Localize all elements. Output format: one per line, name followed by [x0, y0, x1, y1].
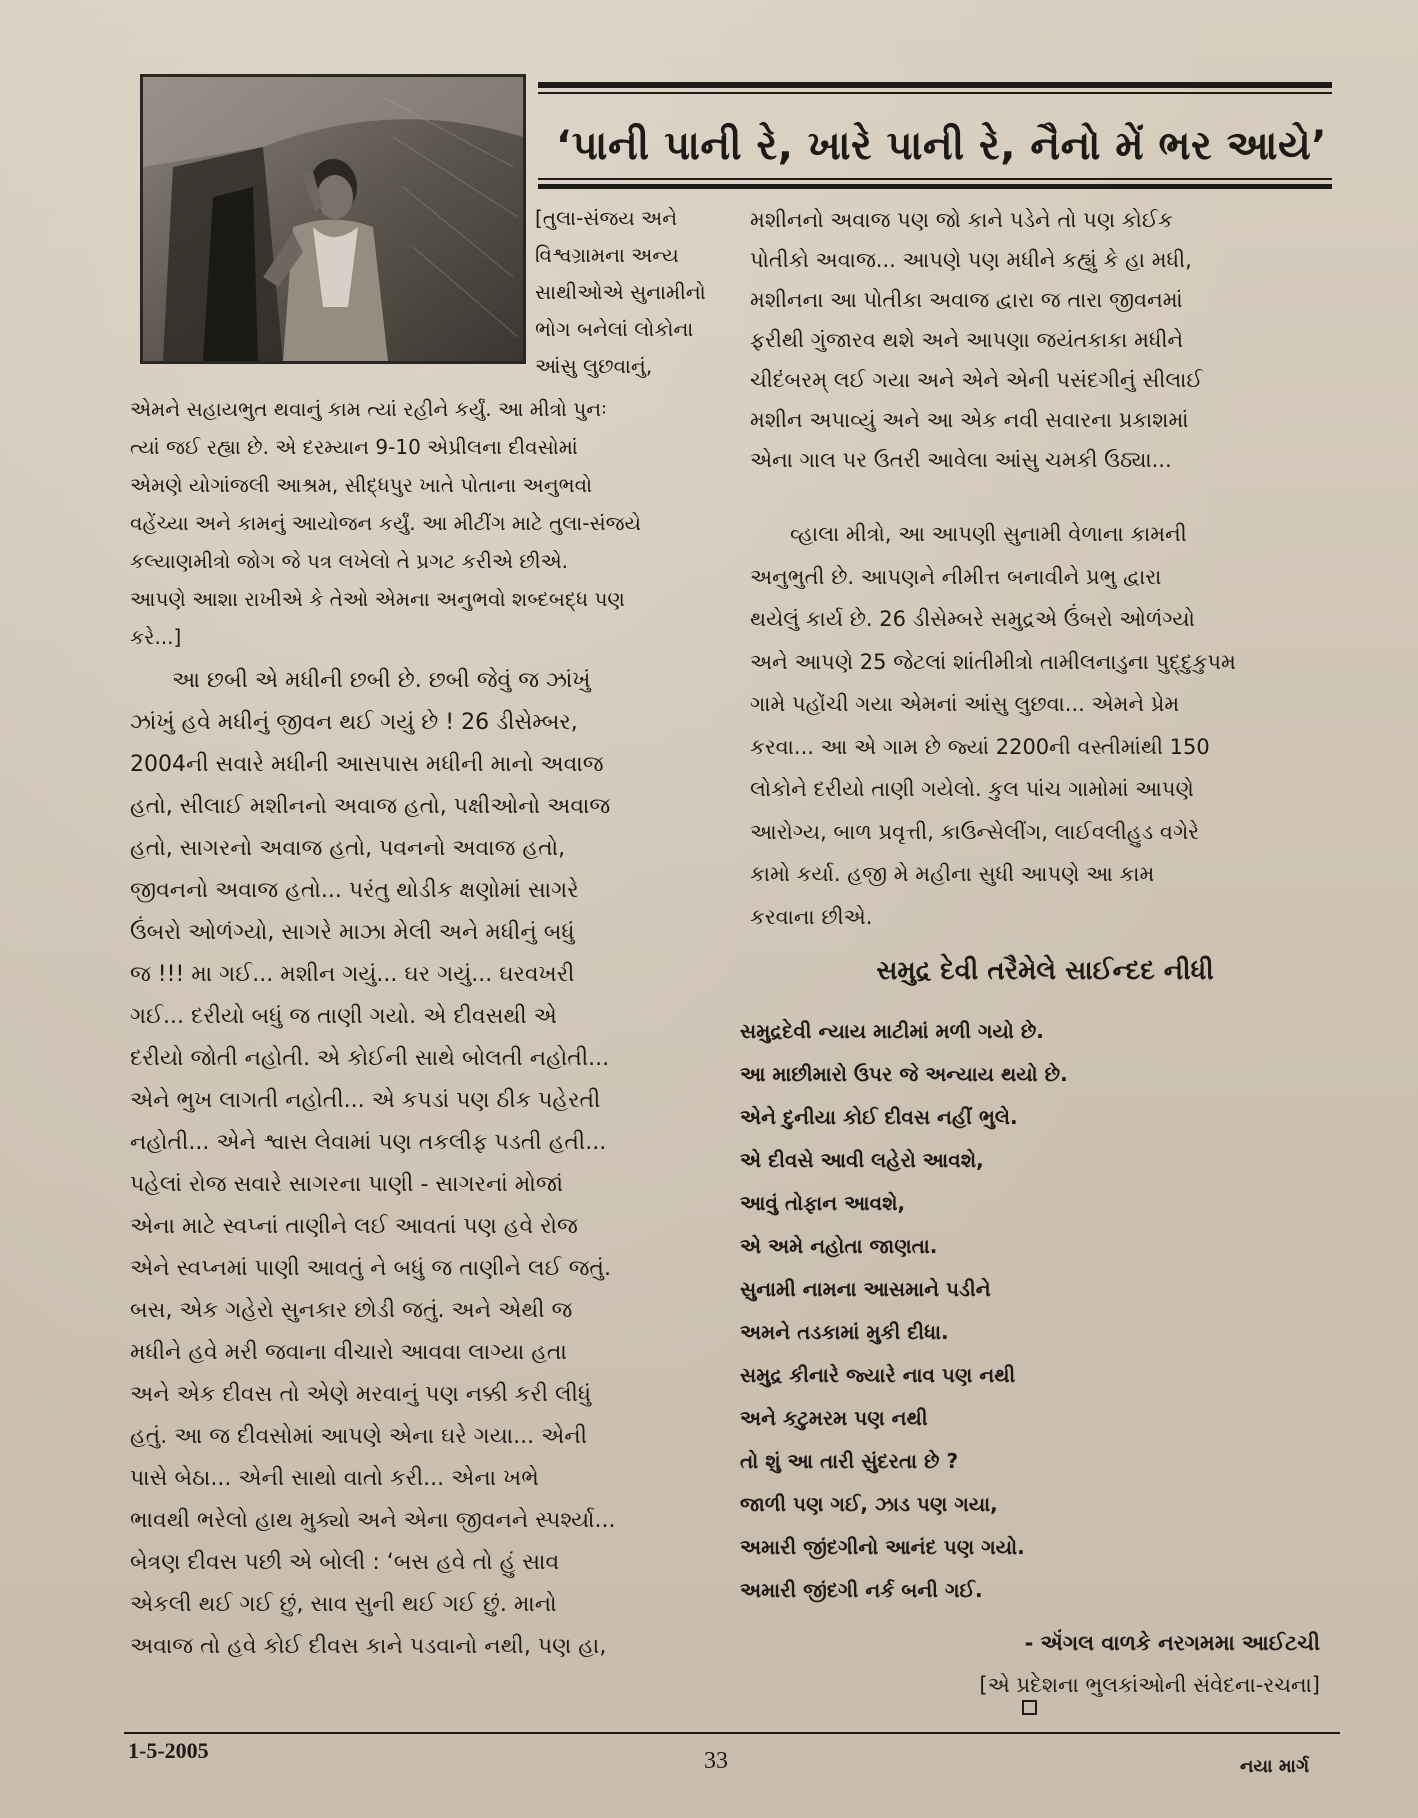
- body-line: કરવાના છીએ.: [750, 904, 873, 929]
- body-line: થયેલું કાર્ય છે. 26 ડીસેમ્બરે સમુદ્રએ ઉંબરો ઓળંગ્યો: [750, 607, 1195, 631]
- poem-line: સમુદ્ર કીનારે જ્યારે નાવ પણ નથી: [740, 1363, 1016, 1387]
- body-line: હતો, સાગરનો અવાજ હતો, પવનનો અવાજ હતો,: [130, 836, 566, 861]
- intro-line: એમને સહાયભુત થવાનું કામ ત્યાં રહીને કર્યું. આ મીત્રો પુનઃ: [130, 397, 607, 421]
- body-line: બસ, એક ગહેરો સુનકાર છોડી જતું. અને એથી જ: [130, 1298, 573, 1323]
- poem-line: આ માછીમારો ઉપર જે અન્યાય થયો છે.: [740, 1062, 1068, 1086]
- body-line: ચીદંબરમ્ લઈ ગયા અને એને એની પસંદગીનું સીલાઈ: [750, 368, 1203, 392]
- body-line: કામો કર્યા. હજી મે મહીના સુધી આપણે આ કામ: [750, 862, 1155, 886]
- body-line: અનુભુતી છે. આપણને નીમીત્ત બનાવીને પ્રભુ દ્વારા: [750, 564, 1162, 589]
- page-number: 33: [704, 1748, 728, 1774]
- intro-line: વિશ્વગ્રામના અન્ય: [535, 243, 679, 267]
- left-column: [130, 660, 726, 1668]
- end-mark-square-icon: [1022, 1700, 1037, 1715]
- body-line: પાસે બેઠા... એની સાથો વાતો કરી... એના ખભે: [130, 1466, 539, 1491]
- footer-rule: [124, 1732, 1340, 1734]
- body-line: નહોતી... એને શ્વાસ લેવામાં પણ તકલીફ પડતી હતી...: [130, 1130, 607, 1155]
- poem-line: અને કટુમરમ પણ નથી: [740, 1406, 928, 1430]
- body-line: ગામે પહોંચી ગયા એમનાં આંસુ લુછવા... એમને પ્રેમ: [750, 692, 1180, 716]
- body-line: જીવનનો અવાજ હતો... પરંતુ થોડીક ક્ષણોમાં સાગરે: [130, 878, 579, 903]
- body-line: વ્હાલા મીત્રો, આ આપણી સુનામી વેળાના કામની: [750, 522, 1187, 546]
- body-line: મશીન અપાવ્યું અને આ એક નવી સવારના પ્રકાશમાં: [750, 408, 1189, 432]
- intro-line: વહેંચ્યા અને કામનું આયોજન કર્યું. આ મીટીંગ માટે તુલા-સંજયે: [130, 511, 641, 535]
- photo-image: [143, 77, 523, 361]
- body-line: હતો, સીલાઈ મશીનનો અવાજ હતો, પક્ષીઓનો અવાજ: [130, 794, 611, 819]
- body-line: આ છબી એ મધીની છબી છે. છબી જેવું જ ઝાંખું: [130, 668, 591, 693]
- intro-line: [તુલા-સંજય અને: [535, 206, 678, 230]
- body-line: મશીનનો અવાજ પણ જો કાને પડેને તો પણ કોઈક: [750, 208, 1173, 232]
- intro-side: [535, 200, 723, 385]
- intro-paragraph: [130, 390, 724, 656]
- poem: [740, 1010, 1340, 1612]
- intro-line: ભોગ બનેલાં લોકોના: [535, 317, 694, 341]
- footer-date: 1-5-2005: [128, 1738, 209, 1763]
- intro-line: આપણે આશા રાખીએ કે તેઓ એમના અનુભવો શબ્દબદ્ધ પણ: [130, 587, 625, 611]
- body-line: એને ભુખ લાગતી નહોતી... એ કપડાં પણ ઠીક પહેરતી: [130, 1088, 601, 1113]
- credit-author: - ઍંગલ વાળકે નરગમમા આઈટચી: [1024, 1631, 1320, 1655]
- body-line: મશીનના આ પોતીકા અવાજ દ્વારા જ તારા જીવનમાં: [750, 288, 1183, 312]
- poem-line: જાળી પણ ગઈ, ઝાડ પણ ગયા,: [740, 1492, 998, 1516]
- photo-madhi: [140, 74, 526, 364]
- body-line: પહેલાં રોજ સવારે સાગરના પાણી - સાગરનાં મોજાં: [130, 1172, 564, 1197]
- body-line: ફરીથી ગુંજારવ થશે અને આપણા જયંતકાકા મધીને: [750, 328, 1184, 352]
- headline-rule-bottom-thin: [538, 178, 1332, 180]
- poem-line: આવું તોફાન આવશે,: [740, 1191, 906, 1215]
- credit-note: [એ પ્રદેશના ભુલકાંઓની સંવેદના-રચના]: [979, 1673, 1320, 1697]
- magazine-name: નયા માર્ગ: [1240, 1756, 1310, 1777]
- body-line: 2004ની સવારે મધીની આસપાસ મધીની માનો અવાજ: [130, 752, 604, 777]
- body-line: અને એક દીવસ તો એણે મરવાનું પણ નક્કી કરી લીધું: [130, 1382, 592, 1407]
- body-line: આરોગ્ય, બાળ પ્રવૃત્તી, કાઉન્સેલીંગ, લાઈવલીહુડ વગેરે: [750, 819, 1200, 844]
- body-line: જ !!! મા ગઈ... મશીન ગયું... ઘર ગયું... ઘરવખરી: [130, 962, 575, 987]
- poem-line: અમારી જીંદગીનો આનંદ પણ ગયો.: [740, 1535, 1025, 1559]
- body-line: પોતીકો અવાજ... આપણે પણ મધીને કહ્યું કે હા મધી,: [750, 248, 1192, 272]
- body-line: ભાવથી ભરેલો હાથ મુક્યો અને એના જીવનને સ્પર્શ્યા...: [130, 1508, 616, 1533]
- poem-title: સમુદ્ર દેવી તરૈમેલે સાઈન્દદ નીધી: [876, 956, 1214, 986]
- intro-line: એમણે યોગાંજલી આશ્રમ, સીદ્ધપુર ખાતે પોતાના અનુભવો: [130, 473, 593, 497]
- body-line: અને આપણે 25 જેટલાં શાંતીમીત્રો તામીલનાડુના પુદ્દુકુપમ: [750, 649, 1236, 674]
- body-line: એકલી થઈ ગઈ છું, સાવ સુની થઈ ગઈ છું. માનો: [130, 1592, 557, 1617]
- intro-line: કરે...]: [130, 625, 182, 649]
- body-line: દરીયો જોતી નહોતી. એ કોઈની સાથે બોલતી નહોતી...: [130, 1046, 610, 1071]
- headline-rule-top-thin: [538, 92, 1332, 94]
- body-line: એને સ્વપ્નમાં પાણી આવતું ને બધું જ તાણીને લઈ જતું.: [130, 1256, 611, 1281]
- body-line: એના માટે સ્વપ્નાં તાણીને લઈ આવતાં પણ હવે રોજ: [130, 1214, 578, 1239]
- body-line: ઝાંખું હવે મધીનું જીવન થઈ ગયું છે ! 26 ડીસેમ્બર,: [130, 710, 578, 735]
- body-line: બેત્રણ દીવસ પછી એ બોલી : ‘બસ હવે તો હું સાવ: [130, 1550, 560, 1575]
- body-line: મધીને હવે મરી જવાના વીચારો આવવા લાગ્યા હતા: [130, 1340, 567, 1365]
- intro-line: આંસુ લુછવાનું,: [535, 354, 653, 378]
- body-line: ઉંબરો ઓળંગ્યો, સાગરે માઝા મેલી અને મધીનું બધું: [130, 920, 575, 945]
- body-line: અવાજ તો હવે કોઈ દીવસ કાને પડવાનો નથી, પણ હા,: [130, 1634, 607, 1659]
- poem-line: એને દુનીયા કોઈ દીવસ નહીં ભુલે.: [740, 1105, 1018, 1129]
- poem-line: અમારી જીંદગી નર્ક બની ગઈ.: [740, 1578, 983, 1602]
- poem-line: સુનામી નામના આસમાને પડીને: [740, 1277, 991, 1301]
- poem-line: તો શું આ તારી સુંદરતા છે ?: [740, 1449, 959, 1473]
- poem-line: એ દીવસે આવી લહેરો આવશે,: [740, 1148, 984, 1172]
- right-column-middle: [750, 513, 1340, 938]
- headline: ‘પાની પાની રે, ખારે પાની રે, નૈનો મેં ભર આયે’: [556, 123, 1327, 169]
- poem-line: અમને તડકામાં મુકી દીધા.: [740, 1320, 949, 1344]
- body-line: કરવા... આ એ ગામ છે જ્યાં 2200ની વસ્તીમાંથી 150: [750, 734, 1210, 759]
- right-column-top: [750, 200, 1340, 480]
- intro-line: સાથીઓએ સુનામીનો: [535, 280, 706, 304]
- body-line: ગઈ... દરીયો બધું જ તાણી ગયો. એ દીવસથી એ: [130, 1004, 557, 1029]
- body-line: હતું. આ જ દીવસોમાં આપણે એના ઘરે ગયા... એની: [130, 1424, 588, 1449]
- poem-credit: [979, 1622, 1320, 1706]
- poem-line: એ અમે નહોતા જાણતા.: [740, 1234, 938, 1258]
- body-line: લોકોને દરીયો તાણી ગયેલો. કુલ પાંચ ગામોમાં આપણે: [750, 777, 1194, 801]
- intro-line: ત્યાં જઈ રહ્યા છે. એ દરમ્યાન 9-10 એપ્રીલના દીવસોમાં: [130, 435, 578, 459]
- headline-rule-bottom: [538, 184, 1332, 189]
- poem-line: સમુદ્રદેવી ન્યાય માટીમાં મળી ગયો છે.: [740, 1019, 1044, 1043]
- body-line: એના ગાલ પર ઉતરી આવેલા આંસુ ચમકી ઉઠ્યા...: [750, 448, 1172, 472]
- intro-line: કલ્યાણમીત્રો જોગ જે પત્ર લખેલો તે પ્રગટ કરીએ છીએ.: [130, 549, 569, 573]
- headline-rule-top: [538, 82, 1332, 88]
